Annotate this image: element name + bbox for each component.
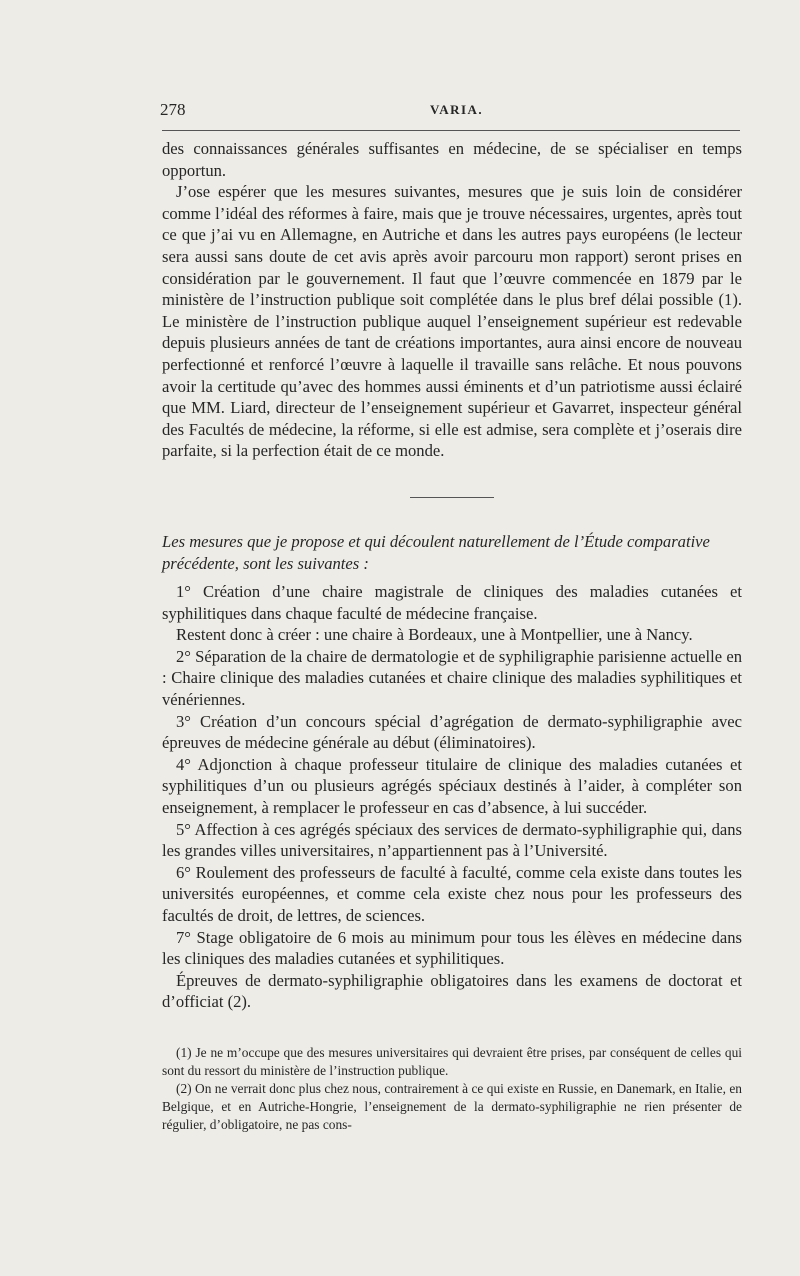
paragraph-reform-hope: J’ose espérer que les mesures suivantes, mesures que je suis loin de considérer comme l’idéal des réformes à faire, mais que je trouve nécessaires, urgentes, après tout ce que j’ai vu en Allemagne, en Autriche et dans les autres pays européens (le lecteur sera aussi sans doute de cet avis après avoir parcouru mon rapport) seront prises en considération par le gouvernement. Il faut que l’œuvre commencée en 1879 par le ministère de l’instruction publique soit complétée dans le plus bref délai possible (1). Le ministère de l’instruction publique auquel l’enseignement supérieur est redevable depuis plusieurs années de tant de créations importantes, aura ainsi encore de nouveau perfectionné et renforcé l’œuvre à laquelle il travaille sans relâche. Et nous pouvons avoir la certitude qu’avec des hommes aussi éminents et d’un patriotisme aussi éclairé que MM. Liard, directeur de l’enseignement supérieur et Gavarret, inspecteur général des Facultés de médecine, la réforme, si elle est admise, sera complète et j’oserais dire parfaite, si la perfection était de ce monde.: [162, 182, 742, 461]
measure-item-7-note: Épreuves de dermato-syphiligraphie obligatoires dans les examens de doctorat et d’officiat (2).: [162, 970, 742, 1012]
measure-item-5: 5° Affection à ces agrégés spéciaux des services de dermato-syphiligraphie qui, dans les grandes villes universitaires, n’appartiennent pas à l’Université.: [162, 819, 742, 861]
measures-list: [162, 581, 742, 1013]
measure-item-2: 2° Séparation de la chaire de dermatologie et de syphiligraphie parisienne actuelle en : Chaire clinique des maladies cutanées et chaire clinique des maladies syphilitiques et vénériennes.: [162, 646, 742, 709]
paragraph-continued: des connaissances générales suffisantes en médecine, de se spécialiser en temps opportun.: [162, 139, 742, 180]
measure-item-1: 1° Création d’une chaire magistrale de cliniques des maladies cutanées et syphilitiques dans chaque faculté de médecine française.: [162, 582, 742, 623]
measures-intro: Les mesures que je propose et qui découlent naturellement de l’Étude comparative précédente, sont les suivantes :: [162, 532, 710, 573]
footnotes: [162, 1044, 742, 1134]
page-header: [160, 100, 740, 124]
footnote-2: (2) On ne verrait donc plus chez nous, contrairement à ce qui existe en Russie, en Danemark, en Italie, en Belgique, et en Autriche-Hongrie, l’enseignement de la dermato-syphiligraphie ne rien présenter de régulier, d’obligatoire, ne pas cons-: [162, 1081, 742, 1132]
header-rule: [162, 130, 740, 131]
measure-item-7: 7° Stage obligatoire de 6 mois au minimum pour tous les élèves en médecine dans les cliniques des maladies cutanées et syphilitiques.: [162, 927, 742, 969]
measure-item-3: 3° Création d’un concours spécial d’agrégation de dermato-syphiligraphie avec épreuves de médecine générale au début (éliminatoires).: [162, 711, 742, 753]
page-number: 278: [160, 100, 186, 119]
measure-item-4: 4° Adjonction à chaque professeur titulaire de clinique des maladies cutanées et syphilitiques d’un ou plusieurs agrégés spéciaux destinés à l’aider, à compléter son enseignement, à remplacer le professeur en cas d’absence, à lui succéder.: [162, 754, 742, 817]
measure-item-1-note: Restent donc à créer : une chaire à Bordeaux, une à Montpellier, une à Nancy.: [176, 625, 693, 645]
body-text: [162, 138, 742, 462]
running-head: VARIA.: [430, 102, 484, 117]
footnote-1: (1) Je ne m’occupe que des mesures universitaires qui devraient être prises, par conséquent de celles qui sont du ressort du ministère de l’instruction publique.: [162, 1045, 742, 1078]
section-divider: [410, 497, 494, 498]
measure-item-6: 6° Roulement des professeurs de faculté à faculté, comme cela existe dans toutes les universités européennes, et comme cela existe chez nous pour les professeurs des facultés de droit, de lettres, de sciences.: [162, 862, 742, 925]
